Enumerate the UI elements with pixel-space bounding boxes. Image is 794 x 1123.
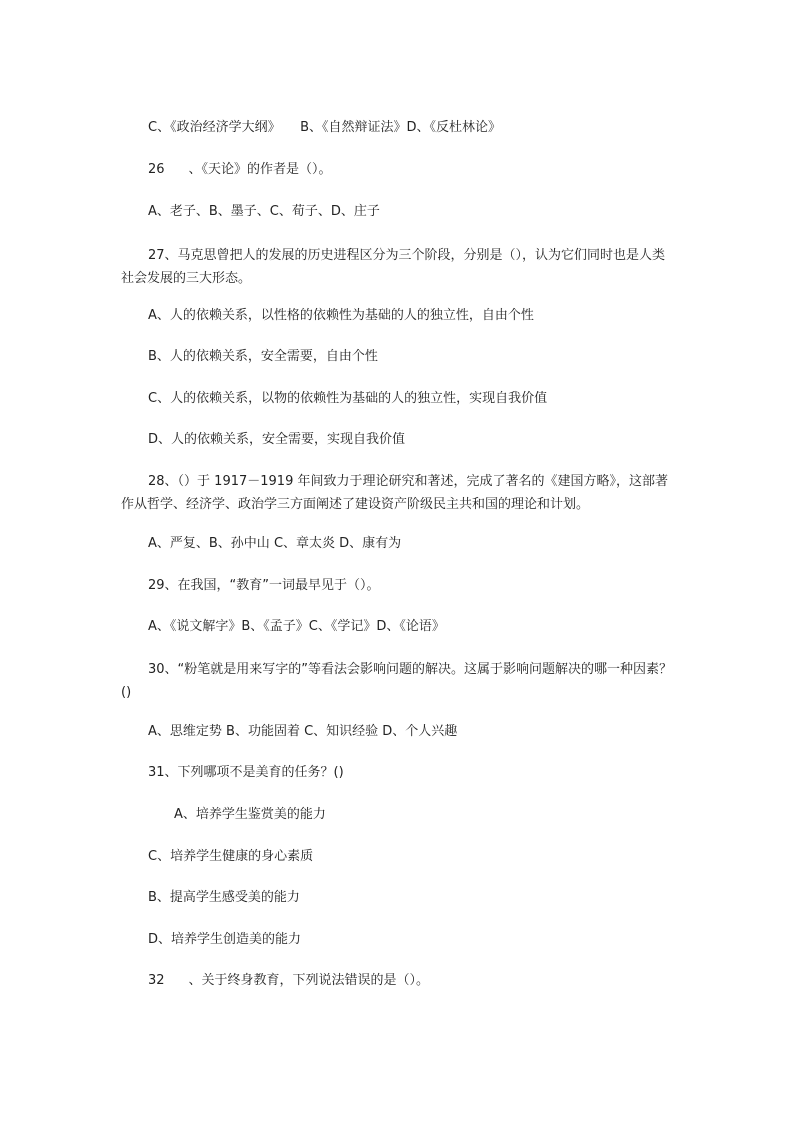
question-30: 30、“粉笔就是用来写字的”等看法会影响问题的解决。这属于影响问题解决的哪一种因素？() (121, 662, 673, 700)
question-29: 29、在我国，“教育”一词最早见于（）。 (148, 578, 380, 593)
question-27-option-c: C、人的依赖关系，以物的依赖性为基础的人的独立性，实现自我价值 (148, 391, 548, 406)
question-26 (148, 160, 332, 180)
question-32-text: 、关于终身教育，下列说法错误的是（）。 (188, 973, 430, 988)
question-27: 27、马克思曾把人的发展的历史进程区分为三个阶段，分别是（），认为它们同时也是人类社会发展的三大形态。 (121, 248, 666, 286)
question-31-option-b: B、提高学生感受美的能力 (148, 890, 300, 905)
question-27-option-a: A、人的依赖关系，以性格的依赖性为基础的人的独立性，自由个性 (148, 308, 534, 323)
question-30-options: A、思维定势 B、功能固着 C、知识经验 D、个人兴趣 (148, 724, 458, 739)
question-27-option-d: D、人的依赖关系，安全需要，实现自我价值 (148, 432, 406, 447)
question-26-text: 、《天论》的作者是（）。 (188, 162, 332, 177)
question-28: 28、（）于 1917－1919 年间致力于理论研究和著述，完成了著名的《建国方略》，这部著作从哲学、经济学、政治学三方面阐述了建设资产阶级民主共和国的理论和计划。 (121, 474, 668, 512)
question-26-options: A、老子、B、墨子、C、荀子、D、庄子 (148, 204, 380, 219)
question-29-options: A、《说文解字》B、《孟子》C、《学记》D、《论语》 (148, 619, 445, 634)
question-27-option-b: B、人的依赖关系，安全需要，自由个性 (148, 349, 378, 364)
question-31-option-c: C、培养学生健康的身心素质 (148, 849, 314, 864)
question-32-number: 32 (148, 973, 165, 988)
question-26-number: 26 (148, 162, 165, 177)
question-31: 31、下列哪项不是美育的任务？() (148, 765, 344, 780)
q25-options-continued: C、《政治经济学大纲》 B、《自然辩证法》D、《反杜林论》 (148, 120, 502, 135)
question-28-options: A、严复、B、孙中山 C、章太炎 D、康有为 (148, 536, 402, 551)
question-32 (148, 971, 429, 991)
question-31-option-a: A、培养学生鉴赏美的能力 (174, 807, 326, 822)
question-31-option-d: D、培养学生创造美的能力 (148, 932, 302, 947)
